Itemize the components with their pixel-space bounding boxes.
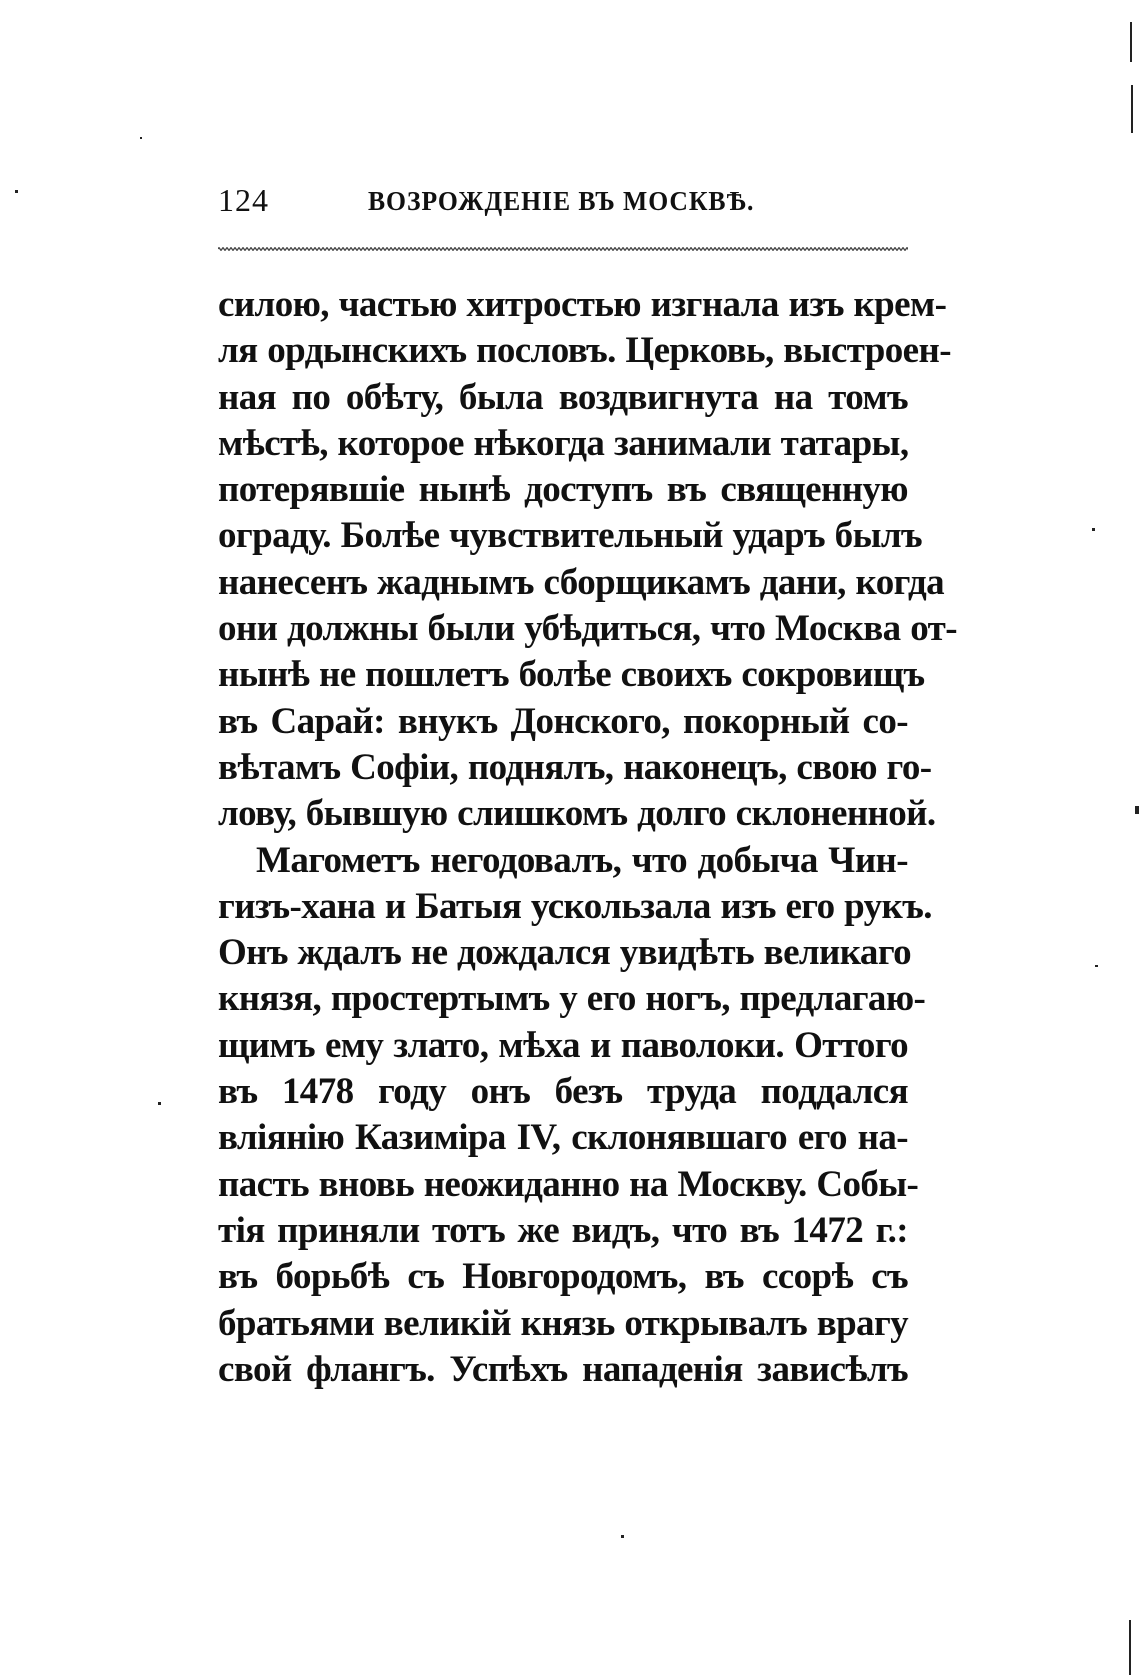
text-line: тія приняли тотъ же видъ, что въ 1472 г.:: [218, 1209, 908, 1251]
scan-dot: [158, 1102, 161, 1105]
text-line: Магометъ негодовалъ, что добыча Чин-: [256, 839, 908, 881]
text-line: вліянію Казиміра IV, склонявшаго его на-: [218, 1117, 908, 1159]
wavy-rule-icon: [218, 246, 908, 252]
scan-edge-mark: [1131, 85, 1133, 133]
text-line: мѣстѣ, которое нѣкогда занимали татары,: [218, 422, 909, 464]
text-line: лову, бывшую слишкомъ долго склоненной.: [218, 793, 936, 835]
text-line: братьями великій князь открывалъ врагу: [218, 1302, 909, 1344]
text-line: въ борьбѣ съ Новгородомъ, въ ссорѣ съ: [218, 1256, 908, 1298]
scan-dot: [621, 1535, 624, 1538]
header-wavy-rule: [218, 246, 908, 252]
text-line: силою, частью хитростью изгнала изъ крем-: [218, 284, 947, 325]
text-line: пасть вновь неожиданно на Москву. Собы-: [218, 1163, 919, 1205]
text-line: ная по обѣту, была воздвигнута на томъ: [218, 376, 908, 418]
text-line: щимъ ему злато, мѣха и паволоки. Оттого: [218, 1024, 908, 1066]
text-line: нанесенъ жаднымъ сборщикамъ дани, когда: [218, 561, 944, 603]
scan-dot: [140, 137, 142, 139]
text-line: свой флангъ. Успѣхъ нападенія зависѣлъ: [218, 1348, 908, 1390]
scan-edge-mark: [1129, 1620, 1131, 1675]
text-line: потерявшіе нынѣ доступъ въ священную: [218, 469, 908, 511]
page-number: 124: [218, 182, 269, 218]
text-line: гизъ-хана и Батыя ускользала изъ его рукъ.: [218, 885, 932, 927]
text-line: въ 1478 году онъ безъ труда поддался: [218, 1071, 908, 1113]
running-head: [218, 178, 908, 228]
text-line: нынѣ не пошлетъ болѣе своихъ сокровищъ: [218, 654, 925, 696]
scan-edge-mark: [1130, 22, 1132, 62]
paragraph-1: [218, 282, 957, 838]
paragraph-2: [218, 838, 932, 1394]
scan-edge-mark: [1135, 806, 1139, 814]
text-line: они должны были убѣдиться, что Москва от-: [218, 608, 957, 650]
text-line: ограду. Болѣе чувствительный ударъ былъ: [218, 515, 922, 557]
body-text: [218, 282, 957, 1393]
text-line: ля ордынскихъ пословъ. Церковь, выстроен-: [218, 330, 951, 372]
text-line: князя, простертымъ у его ногъ, предлагаю-: [218, 978, 926, 1020]
running-title: ВОЗРОЖДЕНІЕ ВЪ МОСКВѢ.: [368, 186, 755, 216]
scan-dot: [1092, 528, 1095, 531]
text-line: въ Сарай: внукъ Донского, покорный со-: [218, 700, 908, 742]
text-line: Онъ ждалъ не дождался увидѣть великаго: [218, 932, 912, 974]
scan-dot: [1095, 965, 1098, 967]
text-line: вѣтамъ Софіи, поднялъ, наконецъ, свою го-: [218, 746, 932, 788]
scan-dot: [15, 190, 18, 193]
